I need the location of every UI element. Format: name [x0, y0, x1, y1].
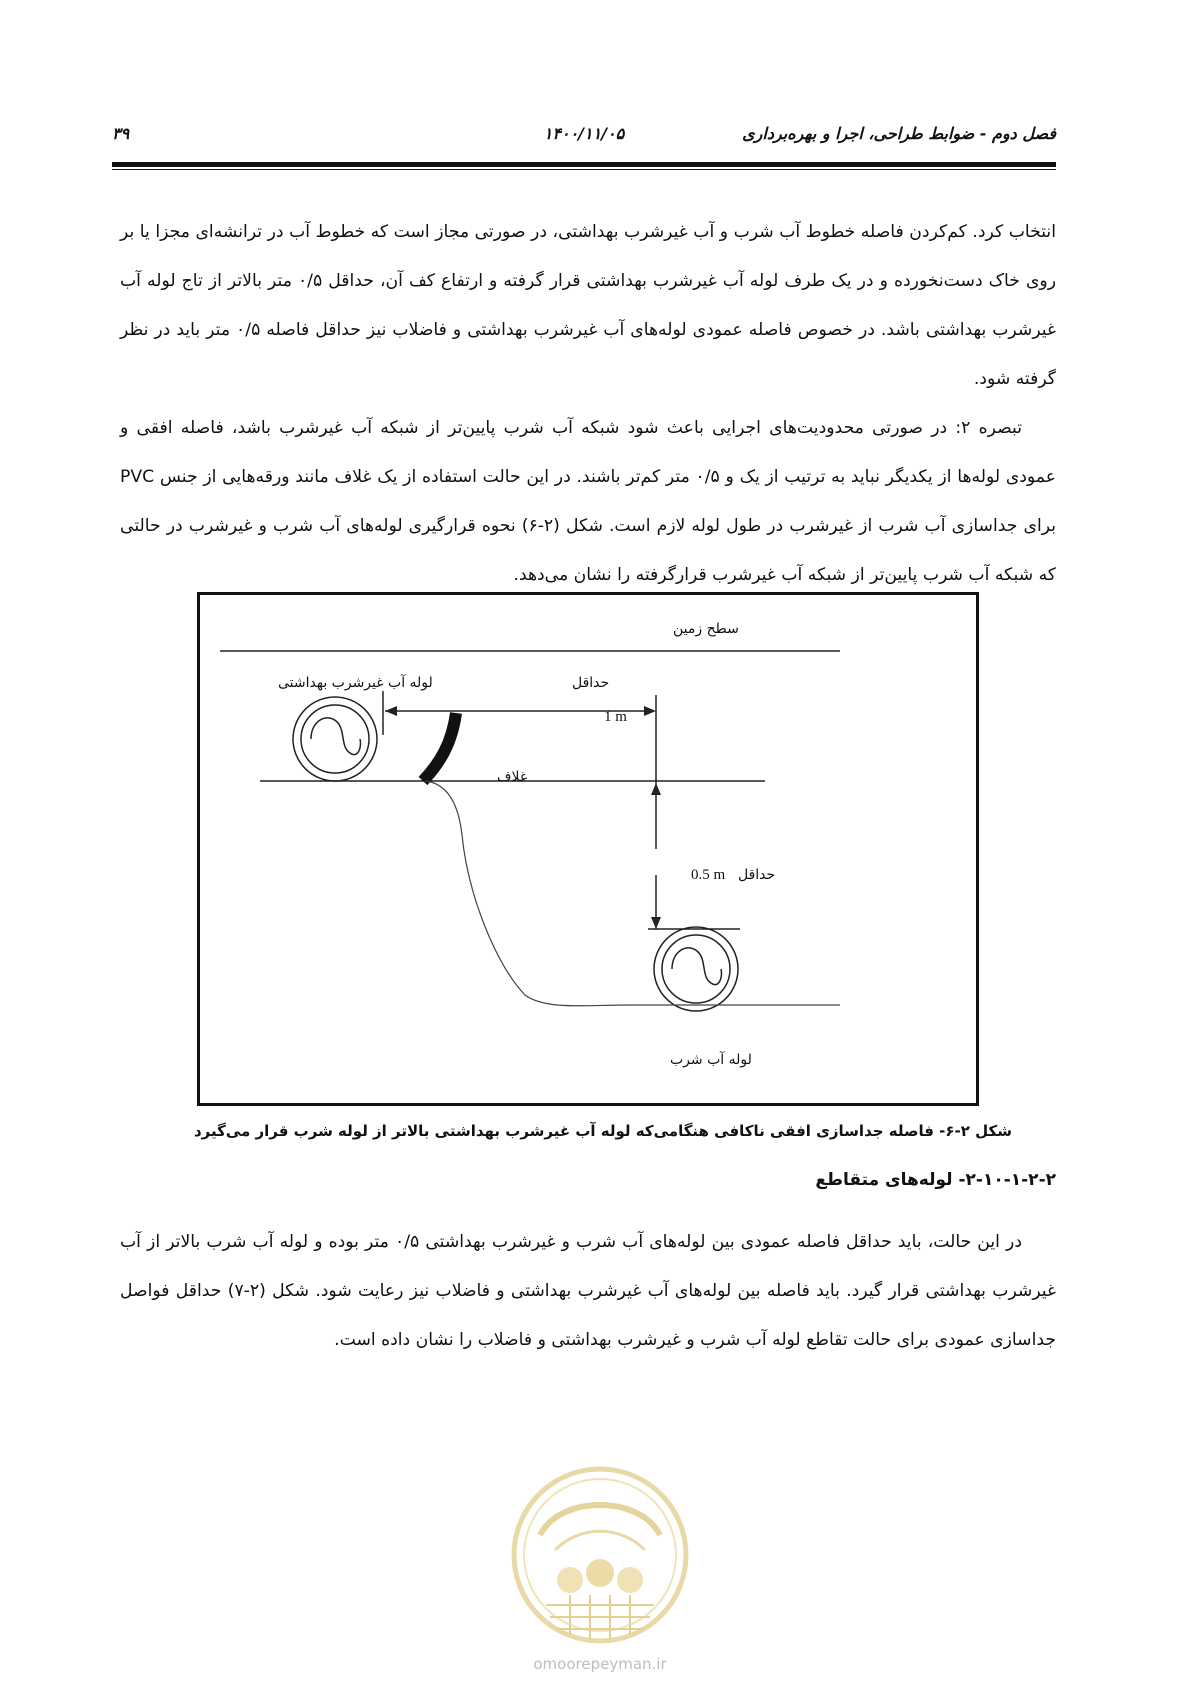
figure-caption: شکل ۲-۶- فاصله جداسازی افقی ناکافی هنگامی‌که لوله آب غیرشرب بهداشتی بالاتر از لوله شرب قرار می‌گیرد [193, 1122, 1013, 1140]
vertical-distance-label: 0.5 m [691, 867, 726, 883]
page-header [112, 124, 1056, 148]
chapter-title: فصل دوم - ضوابط طراحی، اجرا و بهره‌برداری [742, 124, 1056, 143]
potable-pipe-label: لوله آب شرب [670, 1052, 752, 1068]
pipe-diagram [200, 595, 976, 1103]
minimum-label-horizontal: حداقل [572, 675, 610, 691]
figure-pipe-separation [197, 592, 979, 1106]
paragraph-3: در این حالت، باید حداقل فاصله عمودی بین لوله‌های آب شرب و غیرشرب بهداشتی ۰/۵ متر بوده و لوله آب شرب بالاتر از آب غیرشرب بهداشتی قرار گیرد. باید فاصله بین لوله‌های آب غیرشرب بهداشتی و فاضلاب نیز رعایت شود. شکل (۲-۷) حداقل فواصل جداسازی عمودی برای حالت تقاطع لوله آب شرب و غیرشرب بهداشتی و فاضلاب را نشان داده است. [120, 1232, 1056, 1350]
trench-line [425, 781, 630, 1006]
minimum-label-vertical: حداقل [738, 867, 776, 883]
header-rule-thick [112, 162, 1056, 167]
page-number: ۳۹ [112, 124, 130, 143]
nonpotable-pipe-label: لوله آب غیرشرب بهداشتی [278, 675, 433, 691]
header-rule-thin [112, 169, 1056, 170]
potable-pipe [654, 927, 738, 1011]
header-date: ۱۴۰۰/۱۱/۰۵ [543, 124, 625, 143]
nonpotable-pipe [293, 697, 377, 781]
paragraph-note-2: تبصره ۲: در صورتی محدودیت‌های اجرایی باعث شود شبکه آب شرب پایین‌تر از شبکه آب غیرشرب باشد، فاصله افقی و عمودی لوله‌ها از یکدیگر نباید به ترتیب از یک و ۰/۵ متر کم‌تر باشند. در این حالت استفاده از یک غلاف مانند ورقه‌هایی از جنس PVC برای جداسازی آب شرب از غیرشرب در طول لوله لازم است. شکل (۲-۶) نحوه قرارگیری لوله‌های آب شرب و غیرشرب در حالتی که شبکه آب شرب پایین‌تر از شبکه آب غیرشرب قرارگرفته را نشان می‌دهد. [120, 418, 1056, 585]
sleeve-shape [423, 713, 456, 781]
horizontal-distance-label: 1 m [604, 709, 627, 725]
paragraph-1: انتخاب کرد. کم‌کردن فاصله خطوط آب شرب و آب غیرشرب بهداشتی، در صورتی مجاز است که خطوط آب در ترانشه‌ای مجزا یا بر روی خاک دست‌نخورده و در یک طرف لوله آب غیرشرب بهداشتی قرار گرفته و ارتفاع کف آن، حداقل ۰/۵ متر بالاتر از تاج لوله آب غیرشرب بهداشتی باشد. در خصوص فاصله عمودی لوله‌های آب غیرشرب بهداشتی و فاضلاب نیز حداقل فاصله ۰/۵ متر باید در نظر گرفته شود. [120, 222, 1056, 389]
section-heading: ۲-۱۰-۱-۲-۲- لوله‌های متقاطع [815, 1170, 1056, 1190]
watermark-site: omoorepeyman.ir [533, 1655, 667, 1673]
ground-surface-label: سطح زمین [673, 621, 739, 637]
sleeve-label: غلاف [497, 769, 528, 785]
